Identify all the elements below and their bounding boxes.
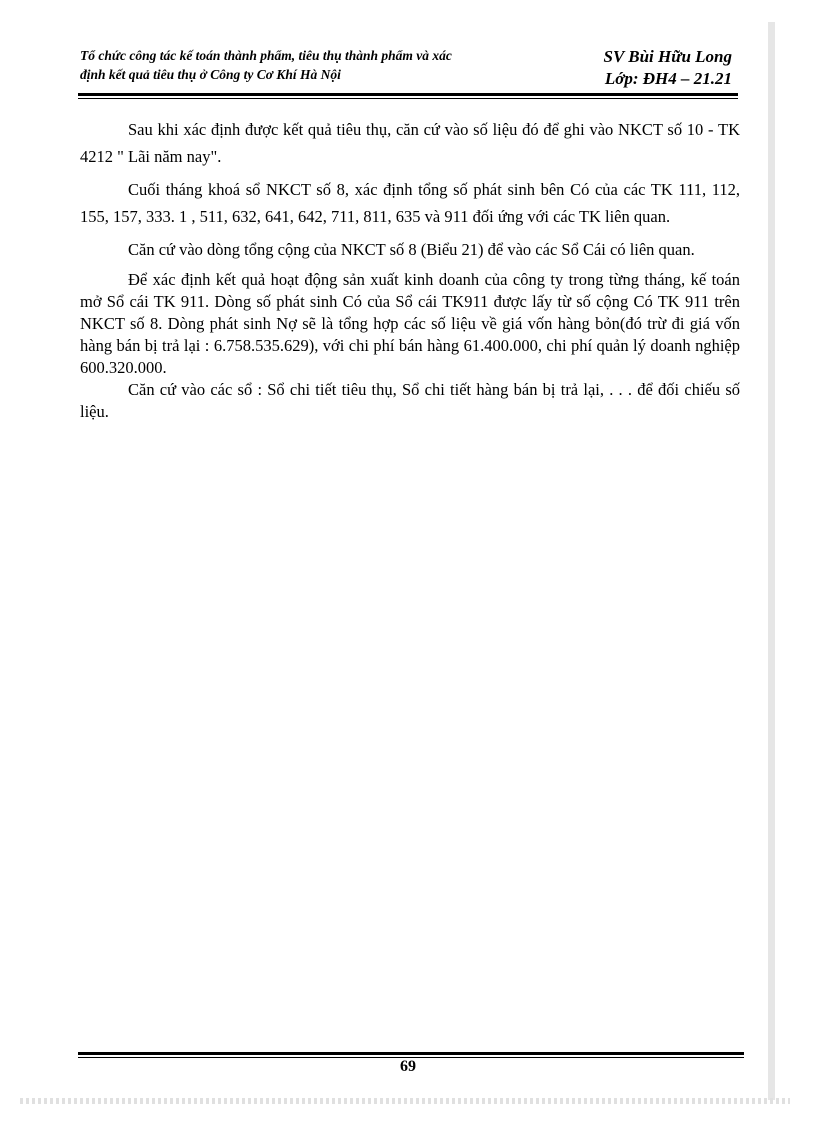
paragraph-4: Để xác định kết quả hoạt động sản xuất kinh doanh của công ty trong từng tháng, kế toán mở Sổ cái TK 911. Dòng số phát sinh Có của Sổ cái TK911 được lấy từ số cộng Có TK 911 trên NKCT số 8. Dòng phát sinh Nợ sẽ là tổng hợp các số liệu về giá vốn hàng bỏn(đó trừ đi giá vốn hàng bán bị trả lại : 6.758.535.629), với chi phí bán hàng 61.400.000, chi phí quản lý doanh nghiệp 600.320.000. <box>80 270 740 377</box>
paragraph-2: Cuối tháng khoá sổ NKCT số 8, xác định tổng số phát sinh bên Có của các TK 111, 112, 155, 157, 333. 1 , 511, 632, 641, 642, 711, 811, 635 và 911 đối ứng với các TK liên quan. <box>80 180 740 226</box>
page-header <box>80 46 740 94</box>
document-title-line-1: Tổ chức công tác kế toán thành phẩm, tiêu thụ thành phẩm và xác <box>80 48 452 63</box>
author-name: SV Bùi Hữu Long <box>603 47 732 66</box>
page-edge-shadow <box>768 22 775 1100</box>
paragraph-3: Căn cứ vào dòng tổng cộng của NKCT số 8 (Biểu 21) để vào các Sổ Cái có liên quan. <box>128 240 695 259</box>
paragraph-1: Sau khi xác định được kết quả tiêu thụ, căn cứ vào số liệu đó để ghi vào NKCT số 10 - TK 4212 " Lãi năm nay". <box>80 120 740 166</box>
footer-rule-thick <box>78 1052 744 1055</box>
header-rule-thin <box>78 98 738 99</box>
page-number: 69 <box>400 1058 416 1075</box>
document-body <box>80 116 740 423</box>
class-code: Lớp: ĐH4 – 21.21 <box>604 69 732 88</box>
document-title-line-2: định kết quả tiêu thụ ở Công ty Cơ Khí Hà Nội <box>80 67 341 82</box>
document-title <box>80 46 560 84</box>
page-bottom-edge <box>20 1098 790 1104</box>
header-rule-thick <box>78 93 738 96</box>
paragraph-5: Căn cứ vào các sổ : Sổ chi tiết tiêu thụ, Sổ chi tiết hàng bán bị trả lại, . . . để đối chiếu số liệu. <box>80 380 740 421</box>
author-block <box>604 46 732 90</box>
